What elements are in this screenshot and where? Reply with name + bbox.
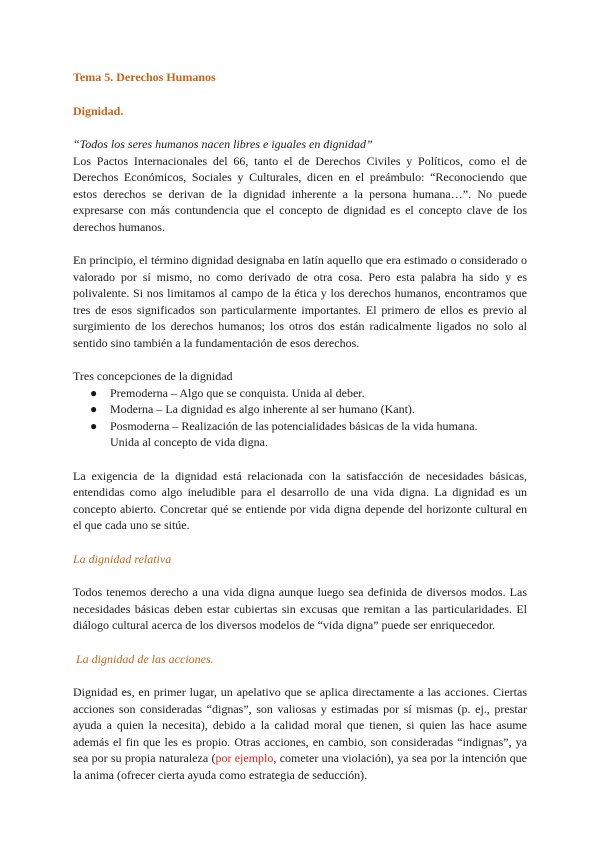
bullet-icon: ● — [90, 402, 98, 416]
list-item — [73, 385, 527, 402]
paragraph-pactos: Los Pactos Internacionales del 66, tanto el de Derechos Civiles y Políticos, como el de Derechos Económicos, Sociales y Culturales, dicen en el preámbulo: “Reconociendo que estos derechos se derivan de la dignidad inherente a la persona humana…”. No puede expresarse con más contundencia que el concepto de dignidad es el concepto clave de los derechos humanos. — [73, 153, 527, 234]
list-item — [73, 418, 480, 451]
document-title: Tema 5. Derechos Humanos — [73, 70, 216, 84]
document-body — [73, 69, 527, 783]
bullet-icon: ● — [90, 385, 98, 400]
section-heading: Dignidad. — [73, 103, 124, 118]
paragraph-relativa: Todos tenemos derecho a una vida digna aunque luego sea definida de diversos modos. Las necesidades básicas deben estar cubiertas sin excusas que remitan a las particularidades. El diálogo cultural acerca de los diversos modelos de “vida digna” puede ser enriquecedor. — [73, 585, 527, 632]
paragraph-exigencia: La exigencia de la dignidad está relacionada con la satisfacción de necesidades básicas, entendidas como algo ineludible para el desarrollo de una vida digna. La dignidad es un concepto abierto. Concretar qué se entiende por vida digna depende del horizonte cultural en el que cada uno se sitúe. — [73, 468, 527, 532]
bullet-icon: ● — [90, 418, 98, 433]
concepciones-intro: Tres concepciones de la dignidad — [73, 369, 233, 383]
list-item — [73, 401, 527, 418]
paragraph-acciones — [73, 684, 527, 783]
highlighted-example: por ejemplo — [215, 751, 274, 765]
paragraph-acciones-text: Dignidad es, en primer lugar, un apelativo que se aplica directamente a las acciones. Ciertas acciones son consideradas “dignas”, son valiosas y estimadas por sí mismas (p. ej., prestar ayuda a quien la necesita), debido a la calidad moral que tienen, si quien las hace asume además el fin que les es propio. Otras acciones, en cambio, son consideradas “indignas”, ya sea por su propia naturaleza ( — [73, 685, 527, 765]
subheading-relativa: La dignidad relativa — [73, 551, 172, 566]
paragraph-principio: En principio, el término dignidad designaba en latín aquello que era estimado o considerado o valorado por sí mismo, no como derivado de otra cosa. Pero esta palabra ha sido y es polivalente. Si nos limitamos al campo de la ética y los derechos humanos, encontramos que tres de esos significados son particularmente importantes. El primero de ellos es previo al surgimiento de los derechos humanos; los otros dos están radicalmente ligados no solo al sentido sino también a la fundamentación de esos derechos. — [73, 253, 527, 350]
quote: “Todos los seres humanos nacen libres e iguales en dignidad” — [73, 137, 373, 151]
list-item-text: Moderna – La dignidad es algo inherente al ser humano (Kant). — [110, 402, 415, 416]
paragraph-acciones-text-end: , cometer una violación), ya sea por la intención que la anima (ofrecer cierta ayuda como estrategia de seducción). — [73, 751, 527, 782]
list-item-text: Premoderna – Algo que se conquista. Unida al deber. — [110, 385, 365, 400]
subheading-acciones: La dignidad de las acciones. — [73, 651, 214, 666]
concepciones-list — [73, 385, 527, 451]
list-item-text: Posmoderna – Realización de las potencialidades básicas de la vida humana. Unida al concepto de vida digna. — [110, 418, 478, 449]
